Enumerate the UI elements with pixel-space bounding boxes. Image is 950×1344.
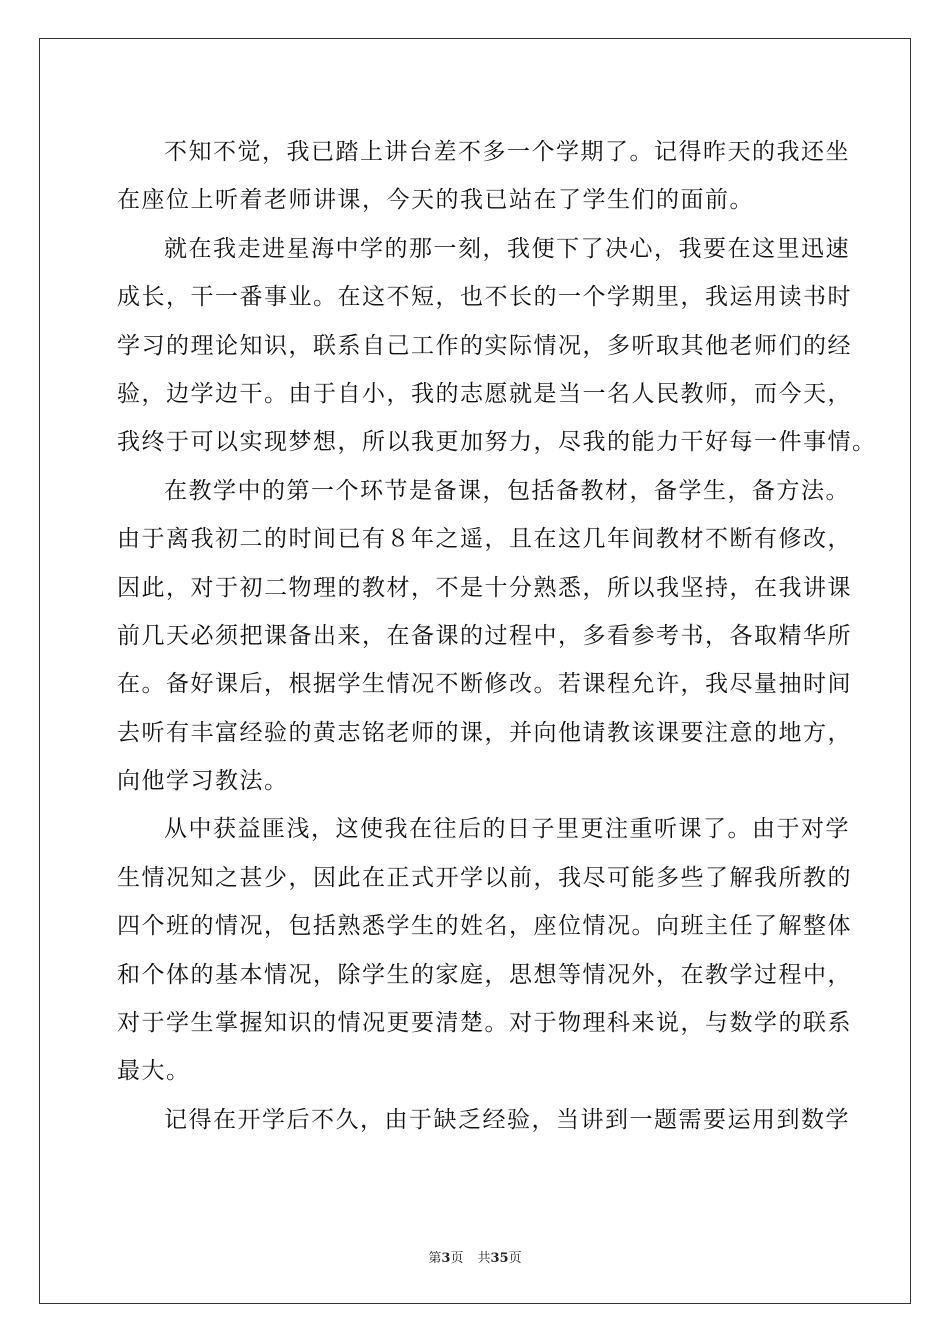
page-footer bbox=[0, 1247, 950, 1266]
text-line: 对于学生掌握知识的情况更要清楚。对于物理科来说，与数学的联系 bbox=[117, 1010, 852, 1037]
text-line: 因此，对于初二物理的教材，不是十分熟悉，所以我坚持，在我讲课 bbox=[117, 574, 852, 601]
total-pages: 35 bbox=[490, 1251, 509, 1266]
text-line: 和个体的基本情况，除学生的家庭，思想等情况外，在教学过程中， bbox=[117, 961, 852, 988]
text-line: 记得在开学后不久，由于缺乏经验，当讲到一题需要运用到数学 bbox=[164, 1106, 850, 1133]
text-line: 生情况知之甚少，因此在正式开学以前，我尽可能多些了解我所教的 bbox=[117, 864, 852, 891]
text-line: 去听有丰富经验的黄志铭老师的课，并向他请教该课要注意的地方， bbox=[117, 719, 852, 746]
text-line: 向他学习教法。 bbox=[117, 768, 289, 795]
total-suffix: 页 bbox=[508, 1251, 522, 1266]
text-line: 验，边学边干。由于自小，我的志愿就是当一名人民教师，而今天， bbox=[117, 380, 852, 407]
total-prefix: 共 bbox=[477, 1251, 491, 1266]
text-line: 不知不觉，我已踏上讲台差不多一个学期了。记得昨天的我还坐 bbox=[164, 139, 850, 165]
page-number: 3 bbox=[441, 1251, 451, 1266]
text-line: 在。备好课后，根据学生情况不断修改。若课程允许，我尽量抽时间 bbox=[117, 671, 852, 698]
text-line: 由于离我初二的时间已有８年之遥，且在这几年间教材不断有修改， bbox=[117, 526, 852, 553]
text-line: 四个班的情况，包括熟悉学生的姓名，座位情况。向班主任了解整体 bbox=[117, 913, 852, 940]
text-line: 成长，干一番事业。在这不短，也不长的一个学期里，我运用读书时 bbox=[117, 284, 852, 311]
document-body bbox=[117, 128, 877, 1144]
text-line: 最大。 bbox=[117, 1058, 191, 1085]
text-line: 在教学中的第一个环节是备课，包括备教材，备学生，备方法。 bbox=[164, 477, 850, 504]
text-line: 前几天必须把课备出来，在备课的过程中，多看参考书，各取精华所 bbox=[117, 622, 852, 649]
page-prefix: 第 bbox=[428, 1251, 442, 1266]
text-line: 在座位上听着老师讲课，今天的我已站在了学生们的面前。 bbox=[117, 187, 754, 214]
page-suffix: 页 bbox=[450, 1251, 464, 1266]
text-line: 从中获益匪浅，这使我在往后的日子里更注重听课了。由于对学 bbox=[164, 816, 850, 843]
text-line: 我终于可以实现梦想，所以我更加努力，尽我的能力干好每一件事情。 bbox=[117, 429, 877, 456]
text-line: 就在我走进星海中学的那一刻，我便下了决心，我要在这里迅速 bbox=[164, 235, 850, 262]
text-line: 学习的理论知识，联系自己工作的实际情况，多听取其他老师们的经 bbox=[117, 332, 852, 359]
